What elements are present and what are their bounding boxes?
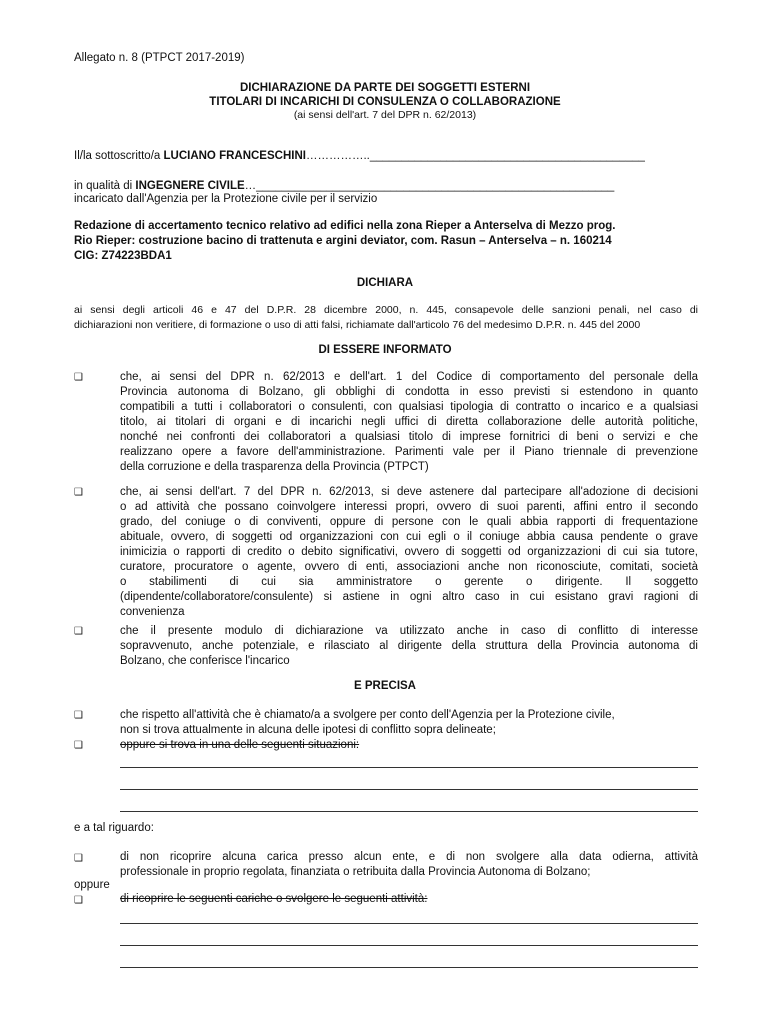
- document-title-line-1: DICHIARAZIONE DA PARTE DEI SOGGETTI ESTERNI: [239, 82, 531, 94]
- text-line: abituale, ovvero, di soggetti od organizzazioni con cui egli o il coniuge abbia causa pendente o grave: [120, 531, 698, 543]
- signer-name: LUCIANO FRANCESCHINI: [163, 150, 306, 162]
- blank-line[interactable]: [120, 923, 698, 924]
- text-line: grado, del coniuge o di conviventi, oppure di persone con le quali abbia rapporti di frequentazione: [120, 516, 698, 528]
- precisa-option-no-conflict: [120, 708, 698, 738]
- text-line: professionale in proprio regolata, finanziata o retribuita dalla Provincia Autonoma di Bolzano;: [120, 866, 591, 878]
- text-line: della corruzione e della trasparenza della Provincia (PTPCT): [120, 461, 429, 473]
- checkbox-icon[interactable]: ❑: [74, 740, 83, 751]
- text-line: sopravvenuto, anche potenziale, e rilasciato al dirigente della struttura della Provincia autonoma di: [120, 640, 698, 652]
- checkbox-icon[interactable]: ❑: [74, 626, 83, 637]
- dichiara-heading: DICHIARA: [356, 277, 414, 289]
- signer-line: [74, 150, 645, 162]
- signer-fill: ……………..___________________________________________: [305, 150, 645, 162]
- appointment-line: incaricato dall'Agenzia per la Protezione civile per il servizio: [74, 193, 378, 205]
- text-line: titolo, ai titolari di organi e di incarichi negli uffici di diretta collaborazione delle autorità politiche,: [120, 416, 698, 428]
- dichiara-text-line-1: ai sensi degli articoli 46 e 47 del D.P.R. 28 dicembre 2000, n. 445, consapevole delle sanzioni penali, nel caso di: [74, 304, 698, 316]
- text-line: nonché nei confronti dei collaboratori a qualsiasi titolo di imprese fornitrici di beni o servizi e che: [120, 431, 698, 443]
- text-line: non si trova attualmente in alcuna delle ipotesi di conflitto sopra delineate;: [120, 724, 496, 736]
- text-line: di non ricoprire alcuna carica presso alcun ente, e di non svolgere alla data odierna, attività: [120, 851, 698, 863]
- quality-line: [74, 180, 614, 192]
- blank-line[interactable]: [120, 811, 698, 812]
- text-line: inimicizia o rapporti di credito o debito significativi, ovvero di soggetti od organizzazioni di cui sia tutore,: [120, 546, 698, 558]
- precisa-heading: E PRECISA: [354, 680, 416, 692]
- quality-prefix: in qualità di: [74, 180, 136, 192]
- informed-item-3: [120, 624, 698, 669]
- precisa-option-offices: di ricoprire le seguenti cariche o svolgere le seguenti attività:: [120, 893, 428, 905]
- text-line: che, ai sensi dell'art. 7 del DPR n. 62/2013, si deve astenere dal partecipare all'adozione di decisioni: [120, 486, 698, 498]
- document-title-legal-reference: (ai sensi dell'art. 7 del DPR n. 62/2013): [293, 109, 477, 121]
- precisa-option-no-office: [120, 850, 698, 880]
- text-line: compatibili a tutti i collaboratori o consulenti, con qualsiasi tipologia di contratto o incarico e a qualsiasi: [120, 401, 698, 413]
- informed-item-1: [120, 370, 698, 475]
- quality-fill: …________________________________________________________: [244, 180, 615, 192]
- oppure-label: oppure: [74, 879, 110, 891]
- dichiara-text-line-2: dichiarazioni non veritiere, di formazione o uso di atti falsi, richiamate dall'articolo 76 del medesimo D.P.R. n. 445 del 2000: [74, 319, 641, 331]
- text-line: Bolzano, che conferisce l'incarico: [120, 655, 290, 667]
- text-line: realizzano opere a favore dell'amministrazione. Parimenti vale per il Piano triennale di prevenzione: [120, 446, 698, 458]
- service-cig: CIG: Z74223BDA1: [74, 250, 172, 262]
- blank-line[interactable]: [120, 945, 698, 946]
- blank-line[interactable]: [120, 767, 698, 768]
- quality-role: INGEGNERE CIVILE: [135, 180, 245, 192]
- regard-label: e a tal riguardo:: [74, 822, 154, 834]
- blank-line[interactable]: [120, 789, 698, 790]
- text-line: (dipendente/collaboratore/consulente) si astiene in ogni altro caso in cui esistano gravi ragioni di: [120, 591, 698, 603]
- checkbox-icon[interactable]: ❑: [74, 372, 83, 383]
- signer-prefix: Il/la sottoscritto/a: [74, 150, 164, 162]
- document-title-line-2: TITOLARI DI INCARICHI DI CONSULENZA O COLLABORAZIONE: [209, 96, 561, 108]
- precisa-option-conflict: oppure si trova in una delle seguenti situazioni:: [120, 739, 360, 751]
- service-subject: [74, 219, 704, 264]
- informed-item-2: [120, 485, 698, 620]
- service-subject-line-1: Redazione di accertamento tecnico relativo ad edifici nella zona Rieper a Anterselva di Mezzo prog.: [74, 220, 616, 232]
- text-line: Provincia autonoma di Bolzano, gli obblighi di condotta in esso previsti si estendono in quanto: [120, 386, 698, 398]
- text-line: o ad attività che possano coinvolgere interessi propri, ovvero di suoi parenti, affini entro il secondo: [120, 501, 698, 513]
- dichiara-text: [74, 303, 698, 333]
- text-line: curatore, procuratore o agente, ovvero di enti, associazioni anche non riconosciute, comitati, società: [120, 561, 698, 573]
- service-subject-line-2: Rio Rieper: costruzione bacino di trattenuta e argini deviator, com. Rasun – Anterselva – n. 160214: [74, 235, 612, 247]
- text-line: convenienza: [120, 606, 185, 618]
- text-line: che il presente modulo di dichiarazione va utilizzato anche in caso di conflitto di interesse: [120, 625, 698, 637]
- text-line: o stabilimenti di cui sia amministratore o gerente o dirigente. Il soggetto: [120, 576, 698, 588]
- text-line: che rispetto all'attività che è chiamato/a a svolgere per conto dell'Agenzia per la Protezione civile,: [120, 709, 615, 721]
- annex-label: Allegato n. 8 (PTPCT 2017-2019): [74, 52, 245, 64]
- informed-heading: DI ESSERE INFORMATO: [318, 344, 452, 356]
- checkbox-icon[interactable]: ❑: [74, 487, 83, 498]
- checkbox-icon[interactable]: ❑: [74, 853, 83, 864]
- checkbox-icon[interactable]: ❑: [74, 895, 83, 906]
- blank-line[interactable]: [120, 967, 698, 968]
- text-line: che, ai sensi del DPR n. 62/2013 e dell'art. 1 del Codice di comportamento del personale della: [120, 371, 698, 383]
- checkbox-icon[interactable]: ❑: [74, 710, 83, 721]
